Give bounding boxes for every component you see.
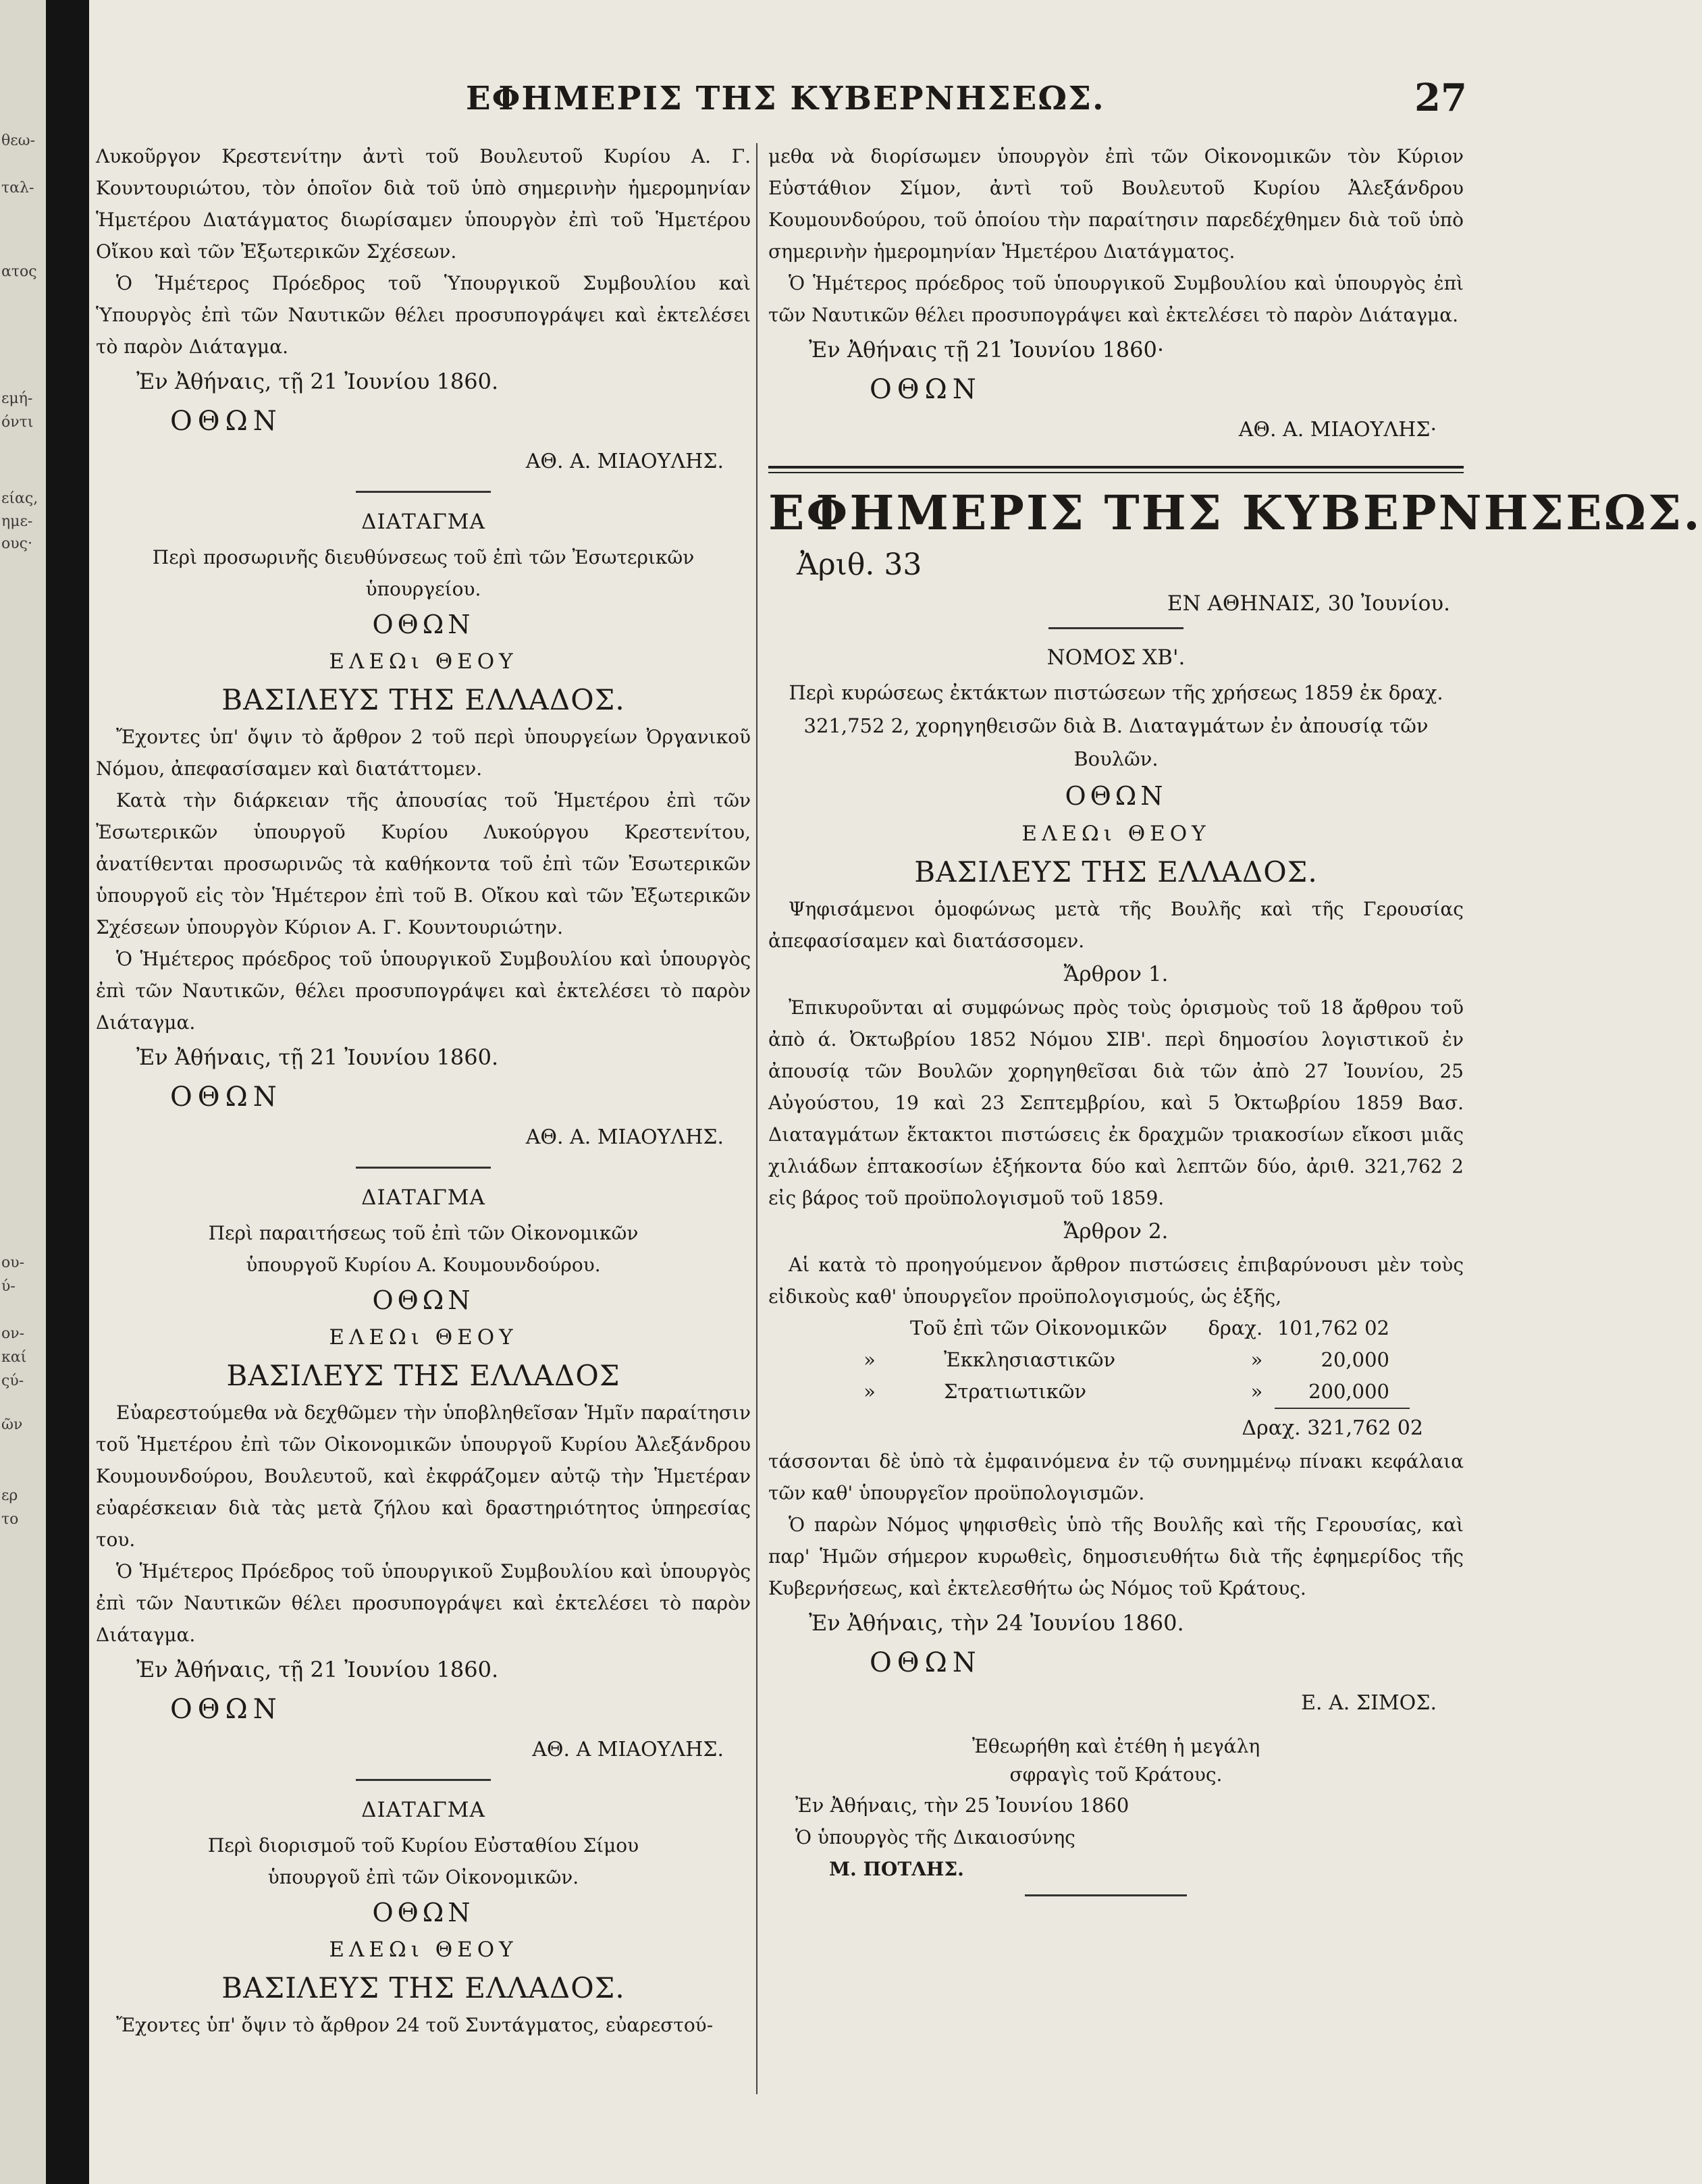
decree-heading: ΔΙΑΤΑΓΜΑ bbox=[361, 1798, 485, 1822]
paragraph: Εὐαρεστούμεθα νὰ δεχθῶμεν τὴν ὑποβληθεῖσαν Ἡμῖν παραίτησιν τοῦ Ἡμετέρου ἐπὶ τῶν Οἰκονομικῶν ὑπουργοῦ Κυρίου Ἀλεξάνδρου Κουμουνδούρου, Βουλευτοῦ, καὶ ἐκφράζομεν αὐτῷ τὴν Ἡμετέραν εὐαρέσκειαν διὰ τὰς μετὰ ζήλου καὶ δραστηριότητος ὑπηρεσίας του. bbox=[96, 1402, 751, 1551]
king-title: ΒΑΣΙΛΕΥΣ ΤΗΣ ΕΛΛΑΔΟΣ. bbox=[221, 1971, 625, 2004]
king-title: ΒΑΣΙΛΕΥΣ ΤΗΣ ΕΛΛΑΔΟΣ. bbox=[914, 855, 1318, 888]
prev-fragment: ῶν bbox=[1, 1416, 23, 1433]
budget-label: Τοῦ ἐπὶ τῶν Οἰκονομικῶν bbox=[910, 1316, 1167, 1339]
place-date: Ἐν Ἀθήναις, τὴν 25 Ἰουνίου 1860 bbox=[795, 1794, 1129, 1817]
king-name: ΟΘΩΝ bbox=[372, 610, 475, 639]
section-rule bbox=[356, 1167, 491, 1169]
place-date: Ἐν Ἀθήναις, τῇ 21 Ἰουνίου 1860. bbox=[136, 1657, 499, 1682]
prev-fragment: θεω- bbox=[1, 132, 36, 149]
budget-row bbox=[829, 1344, 1389, 1376]
king-name: ΟΘΩΝ bbox=[1065, 781, 1167, 811]
prev-fragment: ερ bbox=[1, 1487, 18, 1504]
budget-amount: 20,000 bbox=[1321, 1348, 1389, 1371]
paragraph: Κατὰ τὴν διάρκειαν τῆς ἀπουσίας τοῦ Ἡμετέρου ἐπὶ τῶν Ἐσωτερικῶν ὑπουργοῦ Κυρίου Λυκούργου Κρεστενίτου, ἀνατίθενται προσωρινῶς τὰ καθήκοντα τοῦ ἐπὶ τῶν Ἐσωτερικῶν ὑπουργοῦ εἰς τὸν Ἡμέτερον ἐπὶ τοῦ Β. Οἴκου καὶ τῶν Ἐξωτερικῶν Σχέσεων ὑπουργὸν Κύριον Α. Γ. Κουντουριώτην. bbox=[96, 789, 751, 938]
issue-number: Ἀριθ. 33 bbox=[797, 548, 922, 582]
seal-note: Ἐθεωρήθη καὶ ἐτέθη ἡ μεγάλη bbox=[972, 1735, 1260, 1757]
budget-currency: » bbox=[1250, 1380, 1263, 1403]
prev-fragment: ους· bbox=[1, 535, 32, 552]
by-grace-of-god: ΕΛΕΩι ΘΕΟΥ bbox=[329, 1938, 518, 1962]
budget-total: Δραχ. 321,762 02 bbox=[1242, 1416, 1423, 1440]
prev-fragment: ατος bbox=[1, 263, 37, 280]
budget-table bbox=[829, 1312, 1389, 1408]
seal-note: σφραγὶς τοῦ Κράτους. bbox=[1009, 1763, 1223, 1786]
paragraph: Αἱ κατὰ τὸ προηγούμενον ἄρθρον πιστώσεις ἐπιβαρύνουσι μὲν τοὺς εἰδικοὺς καθ' ὑπουργεῖον προϋπολογισμούς, ὡς ἑξῆς, bbox=[768, 1254, 1464, 1308]
section-rule bbox=[1048, 627, 1184, 629]
by-grace-of-god: ΕΛΕΩι ΘΕΟΥ bbox=[329, 1325, 518, 1350]
paragraph: Ὁ Ἡμέτερος πρόεδρος τοῦ ὑπουργικοῦ Συμβουλίου καὶ ὑπουργὸς ἐπὶ τῶν Ναυτικῶν θέλει προσυπογράψει καὶ ἐκτελέσει τὸ παρὸν Διάταγμα. bbox=[768, 272, 1464, 326]
masthead-rule bbox=[768, 466, 1464, 473]
budget-label: Ἐκκλησιαστικῶν bbox=[944, 1348, 1116, 1371]
prev-fragment: καί bbox=[1, 1349, 27, 1366]
minister-signature: ΑΘ. Α. ΜΙΑΟΥΛΗΣ. bbox=[525, 450, 724, 473]
law-title: ΝΟΜΟΣ ΧΒ'. bbox=[1046, 645, 1186, 670]
paragraph: Ὁ Ἡμέτερος πρόεδρος τοῦ ὑπουργικοῦ Συμβουλίου καὶ ὑπουργὸς ἐπὶ τῶν Ναυτικῶν, θέλει προσυπογράψει καὶ ἐκτελέσει τὸ παρὸν Διάταγμα. bbox=[96, 948, 751, 1034]
place-date: Ἐν Ἀθήναις τῇ 21 Ἰουνίου 1860· bbox=[809, 337, 1164, 363]
left-column bbox=[96, 140, 751, 2041]
paragraph: Ψηφισάμενοι ὁμοφώνως μετὰ τῆς Βουλῆς καὶ τῆς Γερουσίας ἀπεφασίσαμεν καὶ διατάσσομεν. bbox=[768, 898, 1464, 952]
decree-subject: Περὶ προσωρινῆς διευθύνσεως τοῦ ἐπὶ τῶν Ἐσωτερικῶν ὑπουργείου. bbox=[152, 546, 695, 600]
paragraph: Ἔχοντες ὑπ' ὄψιν τὸ ἄρθρον 24 τοῦ Συντάγματος, εὐαρεστού- bbox=[116, 2014, 714, 2036]
prev-fragment: ον- bbox=[1, 1325, 25, 1342]
by-grace-of-god: ΕΛΕΩι ΘΕΟΥ bbox=[329, 649, 518, 674]
budget-amount: 101,762 02 bbox=[1277, 1316, 1389, 1339]
king-signature: ΟΘΩΝ bbox=[870, 374, 982, 405]
prev-fragment: ταλ- bbox=[1, 180, 34, 196]
issue-dateline: ΕΝ ΑΘΗΝΑΙΣ, 30 Ἰουνίου. bbox=[1167, 591, 1450, 616]
place-date: Ἐν Ἀθήναις, τῇ 21 Ἰουνίου 1860. bbox=[136, 369, 499, 394]
page-number: 27 bbox=[1414, 76, 1467, 120]
decree-heading: ΔΙΑΤΑΓΜΑ bbox=[361, 1186, 485, 1210]
king-title: ΒΑΣΙΛΕΥΣ ΤΗΣ ΕΛΛΑΔΟΣ. bbox=[221, 683, 625, 716]
section-rule bbox=[356, 1779, 491, 1781]
prev-fragment: ου- bbox=[1, 1254, 25, 1271]
budget-ditto bbox=[829, 1312, 910, 1344]
decree-subject: Περὶ διορισμοῦ τοῦ Κυρίου Εὐσταθίου Σίμου ὑπουργοῦ ἐπὶ τῶν Οἰκονομικῶν. bbox=[207, 1834, 639, 1888]
prev-fragment: όντι bbox=[1, 414, 34, 431]
paragraph: Ὁ Ἡμέτερος Πρόεδρος τοῦ ὑπουργικοῦ Συμβουλίου καὶ ὑπουργὸς ἐπὶ τῶν Ναυτικῶν θέλει προσυπογράψει καὶ ἐκτελέσει τὸ παρὸν Διάταγμα. bbox=[96, 1560, 751, 1646]
budget-label: Στρατιωτικῶν bbox=[944, 1380, 1087, 1403]
king-signature: ΟΘΩΝ bbox=[170, 406, 282, 437]
place-date: Ἐν Ἀθήναις, τὴν 24 Ἰουνίου 1860. bbox=[809, 1610, 1184, 1636]
budget-currency: » bbox=[1250, 1348, 1263, 1371]
paragraph: Ἐπικυροῦνται αἱ συμφώνως πρὸς τοὺς ὁρισμοὺς τοῦ 18 ἄρθρου τοῦ ἀπὸ ά. Ὀκτωβρίου 1852 Νόμου ΣΙΒ'. περὶ δημοσίου λογιστικοῦ ἐν ἀπουσίᾳ τῶν Βουλῶν χορηγηθεῖσαι διὰ τῶν ἀπὸ 27 Ἰουνίου, 25 Αὐγούστου, 19 καὶ 23 Σεπτεμβρίου, καὶ 5 Ὀκτωβρίου 1859 Βασ. Διαταγμάτων ἔκτακτοι πιστώσεις ἐκ δραχμῶν τριακοσίων εἴκοσι μιᾶς χιλιάδων ἑπτακοσίων ἑξήκοντα δύο καὶ λεπτῶν δύο, ἀριθ. 321,762 2 εἰς βάρος τοῦ προϋπολογισμοῦ τοῦ 1859. bbox=[768, 996, 1464, 1209]
place-date: Ἐν Ἀθήναις, τῇ 21 Ἰουνίου 1860. bbox=[136, 1044, 499, 1070]
prev-fragment: ύ- bbox=[1, 1278, 16, 1295]
right-column bbox=[768, 140, 1702, 1896]
decree-heading: ΔΙΑΤΑΓΜΑ bbox=[361, 510, 485, 534]
justice-minister-title: Ὁ ὑπουργὸς τῆς Δικαιοσύνης bbox=[795, 1826, 1075, 1848]
budget-currency: δραχ. bbox=[1208, 1316, 1263, 1339]
paragraph: τάσσονται δὲ ὑπὸ τὰ ἐμφαινόμενα ἐν τῷ συνημμένῳ πίνακι κεφάλαια τῶν καθ' ὑπουργεῖον προϋπολογισμῶν. bbox=[768, 1450, 1464, 1504]
king-title: ΒΑΣΙΛΕΥΣ ΤΗΣ ΕΛΛΑΔΟΣ bbox=[226, 1359, 620, 1392]
king-name: ΟΘΩΝ bbox=[372, 1898, 475, 1927]
section-rule bbox=[356, 491, 491, 493]
king-signature: ΟΘΩΝ bbox=[170, 1082, 282, 1113]
prev-fragment: το bbox=[1, 1511, 19, 1528]
total-rule bbox=[1275, 1408, 1410, 1409]
previous-page-edge bbox=[0, 0, 46, 2184]
paragraph: Ὁ παρὼν Νόμος ψηφισθεὶς ὑπὸ τῆς Βουλῆς καὶ τῆς Γερουσίας, καὶ παρ' Ἡμῶν σήμερον κυρωθεὶς, δημοσιευθήτω διὰ τῆς ἐφημερίδος τῆς Κυβερνήσεως, καὶ ἐκτελεσθήτω ὡς Νόμος τοῦ Κράτους. bbox=[768, 1514, 1464, 1599]
law-subject: Περὶ κυρώσεως ἐκτάκτων πιστώσεων τῆς χρήσεως 1859 ἐκ δραχ. 321,752 2, χορηγηθεισῶν διὰ Β. Διαταγμάτων ἐν ἀπουσίᾳ τῶν Βουλῶν. bbox=[789, 681, 1443, 770]
gazette-masthead: ΕΦΗΜΕΡΙΣ ΤΗΣ ΚΥΒΕΡΝΗΣΕΩΣ. bbox=[768, 485, 1702, 541]
paragraph: Λυκοῦργον Κρεστενίτην ἀντὶ τοῦ Βουλευτοῦ Κυρίου Α. Γ. Κουντουριώτου, τὸν ὁποῖον διὰ τοῦ ὑπὸ σημερινὴν ἡμερομηνίαν Ἡμετέρου Διατάγματος διωρίσαμεν ὑπουργὸν ἐπὶ τοῦ Ἡμετέρου Οἴκου καὶ τῶν Ἐξωτερικῶν Σχέσεων. bbox=[96, 145, 751, 263]
paragraph: μεθα νὰ διορίσωμεν ὑπουργὸν ἐπὶ τῶν Οἰκονομικῶν τὸν Κύριον Εὐστάθιον Σίμον, ἀντὶ τοῦ Βουλευτοῦ Κυρίου Ἀλεξάνδρου Κουμουνδούρου, τοῦ ὁποίου τὴν παραίτησιν παρεδέχθημεν διὰ τοῦ ὑπὸ σημερινὴν ἡμερομηνίαν Ἡμετέρου Διατάγματος. bbox=[768, 145, 1464, 263]
binding-gutter bbox=[46, 0, 89, 2184]
budget-row bbox=[829, 1376, 1389, 1408]
budget-row bbox=[829, 1312, 1389, 1344]
king-signature: ΟΘΩΝ bbox=[870, 1647, 982, 1678]
decree-subject: Περὶ παραιτήσεως τοῦ ἐπὶ τῶν Οἰκονομικῶν ὑπουργοῦ Κυρίου Α. Κουμουνδούρου. bbox=[208, 1222, 639, 1276]
article-heading: Ἄρθρον 1. bbox=[1063, 962, 1169, 986]
minister-signature: ΑΘ. Α. ΜΙΑΟΥΛΗΣ. bbox=[525, 1125, 724, 1149]
king-signature: ΟΘΩΝ bbox=[170, 1694, 282, 1725]
page-header-title: ΕΦΗΜΕΡΙΣ ΤΗΣ ΚΥΒΕΡΝΗΣΕΩΣ. bbox=[466, 80, 1105, 117]
by-grace-of-god: ΕΛΕΩι ΘΕΟΥ bbox=[1021, 822, 1211, 846]
king-name: ΟΘΩΝ bbox=[372, 1285, 475, 1315]
end-rule bbox=[1025, 1894, 1187, 1896]
paragraph: Ὁ Ἡμέτερος Πρόεδρος τοῦ Ὑπουργικοῦ Συμβουλίου καὶ Ὑπουργὸς ἐπὶ τῶν Ναυτικῶν θέλει προσυπογράψει καὶ ἐκτελέσει τὸ παρὸν Διάταγμα. bbox=[96, 272, 751, 358]
budget-ditto: » bbox=[863, 1380, 876, 1403]
budget-amount: 200,000 bbox=[1308, 1380, 1389, 1403]
prev-fragment: ημε- bbox=[1, 513, 33, 530]
minister-signature: ΑΘ. Α ΜΙΑΟΥΛΗΣ. bbox=[532, 1738, 724, 1761]
minister-signature: ΑΘ. Α. ΜΙΑΟΥΛΗΣ· bbox=[1238, 418, 1437, 442]
column-divider bbox=[756, 143, 757, 2094]
prev-fragment: είας, bbox=[1, 490, 38, 507]
prev-fragment: ςύ- bbox=[1, 1373, 24, 1389]
paragraph: Ἔχοντες ὑπ' ὄψιν τὸ ἄρθρον 2 τοῦ περὶ ὑπουργείων Ὀργανικοῦ Νόμου, ἀπεφασίσαμεν καὶ διατάττομεν. bbox=[96, 726, 751, 780]
budget-ditto: » bbox=[863, 1348, 876, 1371]
minister-signature: Ε. Α. ΣΙΜΟΣ. bbox=[1301, 1691, 1437, 1715]
article-heading: Ἄρθρον 2. bbox=[1063, 1219, 1169, 1244]
prev-fragment: εμή- bbox=[1, 390, 33, 407]
minister-signature: Μ. ΠΟΤΛΗΣ. bbox=[829, 1858, 964, 1880]
